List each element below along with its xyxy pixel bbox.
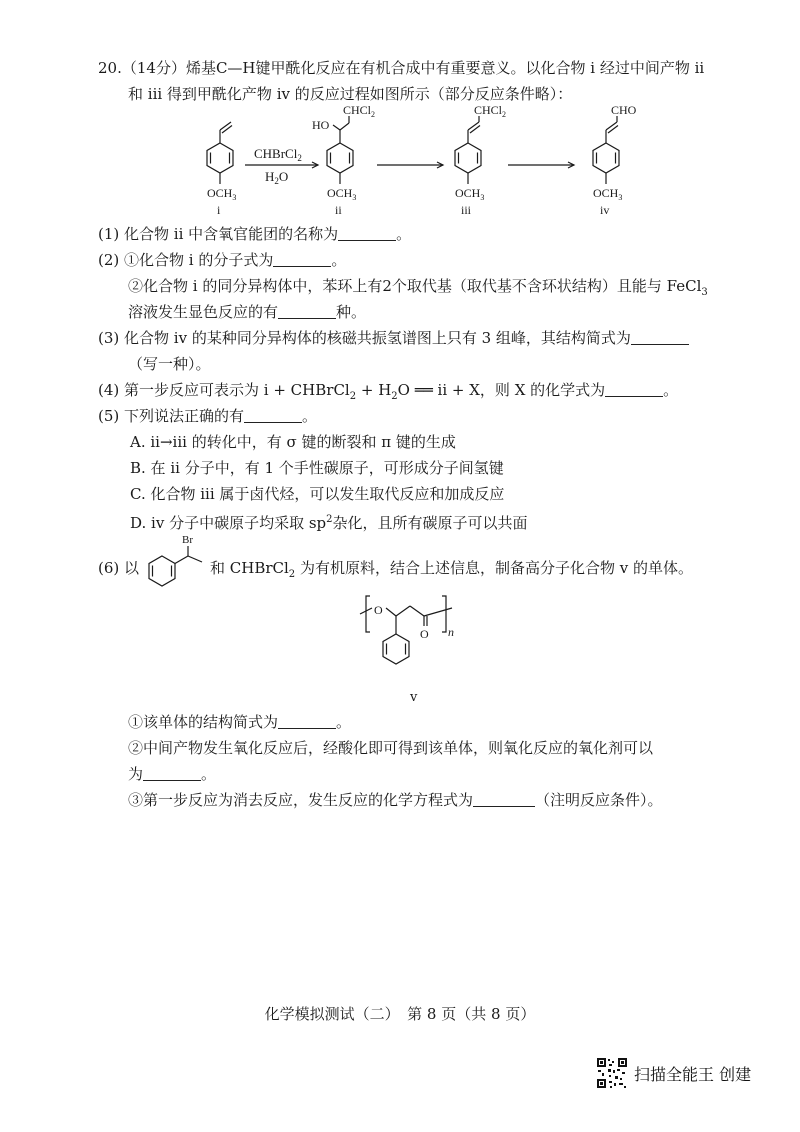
ii-chcl2-label: CHCl$_2$ [343,103,376,119]
polymer-carbonyl-o-label: O [420,627,429,641]
question-2: (2) ①化合物 i 的分子式为 。 [98,251,347,269]
reaction-scheme [0,100,800,225]
iv-och3-label: $OCH_3$ [593,186,623,202]
benzyl-bromide-structure [142,532,208,592]
i-och3-label: $OCH_3$ [207,186,237,202]
label-iii: iii [461,203,472,217]
label-iv: iv [600,203,610,217]
question-header-line2: 和 iii 得到甲酰化产物 iv 的反应过程如图所示（部分反应条件略）： [128,85,573,103]
option-a: A. ii→iii 的转化中，有 σ 键的断裂和 π 键的生成 [130,433,456,451]
label-i: i [217,203,221,217]
polymer-o-label: O [374,603,383,617]
watermark-text: 扫描全能王 创建 [634,1064,752,1084]
question-3-line1: (3) 化合物 iv 的某种同分异构体的核磁共振氢谱图上只有 3 组峰，其结构简式为 [98,328,689,348]
question-1: (1) 化合物 ii 中含氧官能团的名称为 。 [98,225,412,243]
br-label: Br [182,534,193,546]
question-3-line2: （写一种）。 [128,355,211,373]
iii-chcl2-label: CHCl$_2$ [474,103,507,119]
question-6-2-line2: 为 。 [128,765,217,783]
iii-och3-label: $OCH_3$ [455,186,485,202]
option-b: B. 在 ii 分子中，有 1 个手性碳原子，可形成分子间氢键 [130,459,504,477]
question-6-prefix: (6) 以 [98,559,140,577]
question-6-1: ①该单体的结构简式为 。 [128,713,352,731]
question-header-line1: 20.（14分）烯基C—H键甲酰化反应在有机合成中有重要意义。以化合物 i 经过中间产物 ii [98,59,705,77]
label-ii: ii [335,203,342,217]
option-c: C. 化合物 iii 属于卤代烃，可以发生取代反应和加成反应 [130,485,505,503]
option-d: D. iv 分子中碳原子均采取 $sp^2$杂化，且所有碳原子可以共面 [130,514,528,532]
page-footer: 化学模拟测试（二） 第 8 页（共 8 页） [264,1005,536,1023]
scanner-watermark [596,1057,751,1089]
qr-code-icon [596,1057,628,1089]
reagent-bottom: $H_2O$ [265,169,289,186]
question-4: (4) 第一步反应可表示为 i + CHBrCl$_2$ + $H_2O$ ══ ii + X，则 X 的化学式为 。 [98,381,679,402]
reagent-top: CHBrCl$_2$ [254,146,302,163]
question-6-3: ③第一步反应为消去反应，发生反应的化学方程式为 （注明反应条件）。 [128,791,663,809]
ii-och3-label: $OCH_3$ [327,186,357,202]
polymer-v-label: v [410,690,418,705]
question-6-2-line1: ②中间产物发生氧化反应后，经酸化即可得到该单体，则氧化反应的氧化剂可以 [128,739,654,757]
polymer-v-structure [356,592,466,702]
ho-label: HO [312,118,330,132]
question-2b-line2: 溶液发生显色反应的有 种。 [128,303,367,321]
iv-cho-label: CHO [611,103,637,117]
question-6-text: 和 CHBrCl$_2$ 为有机原料，结合上述信息，制备高分子化合物 v 的单体。 [210,559,693,580]
question-2b-line1: ②化合物 i 的同分异构体中，苯环上有2个取代基（取代基不含环状结构）且能与 FeCl$_3$ [128,277,708,298]
polymer-n-subscript: n [448,625,454,639]
question-5: (5) 下列说法正确的有 。 [98,407,318,425]
